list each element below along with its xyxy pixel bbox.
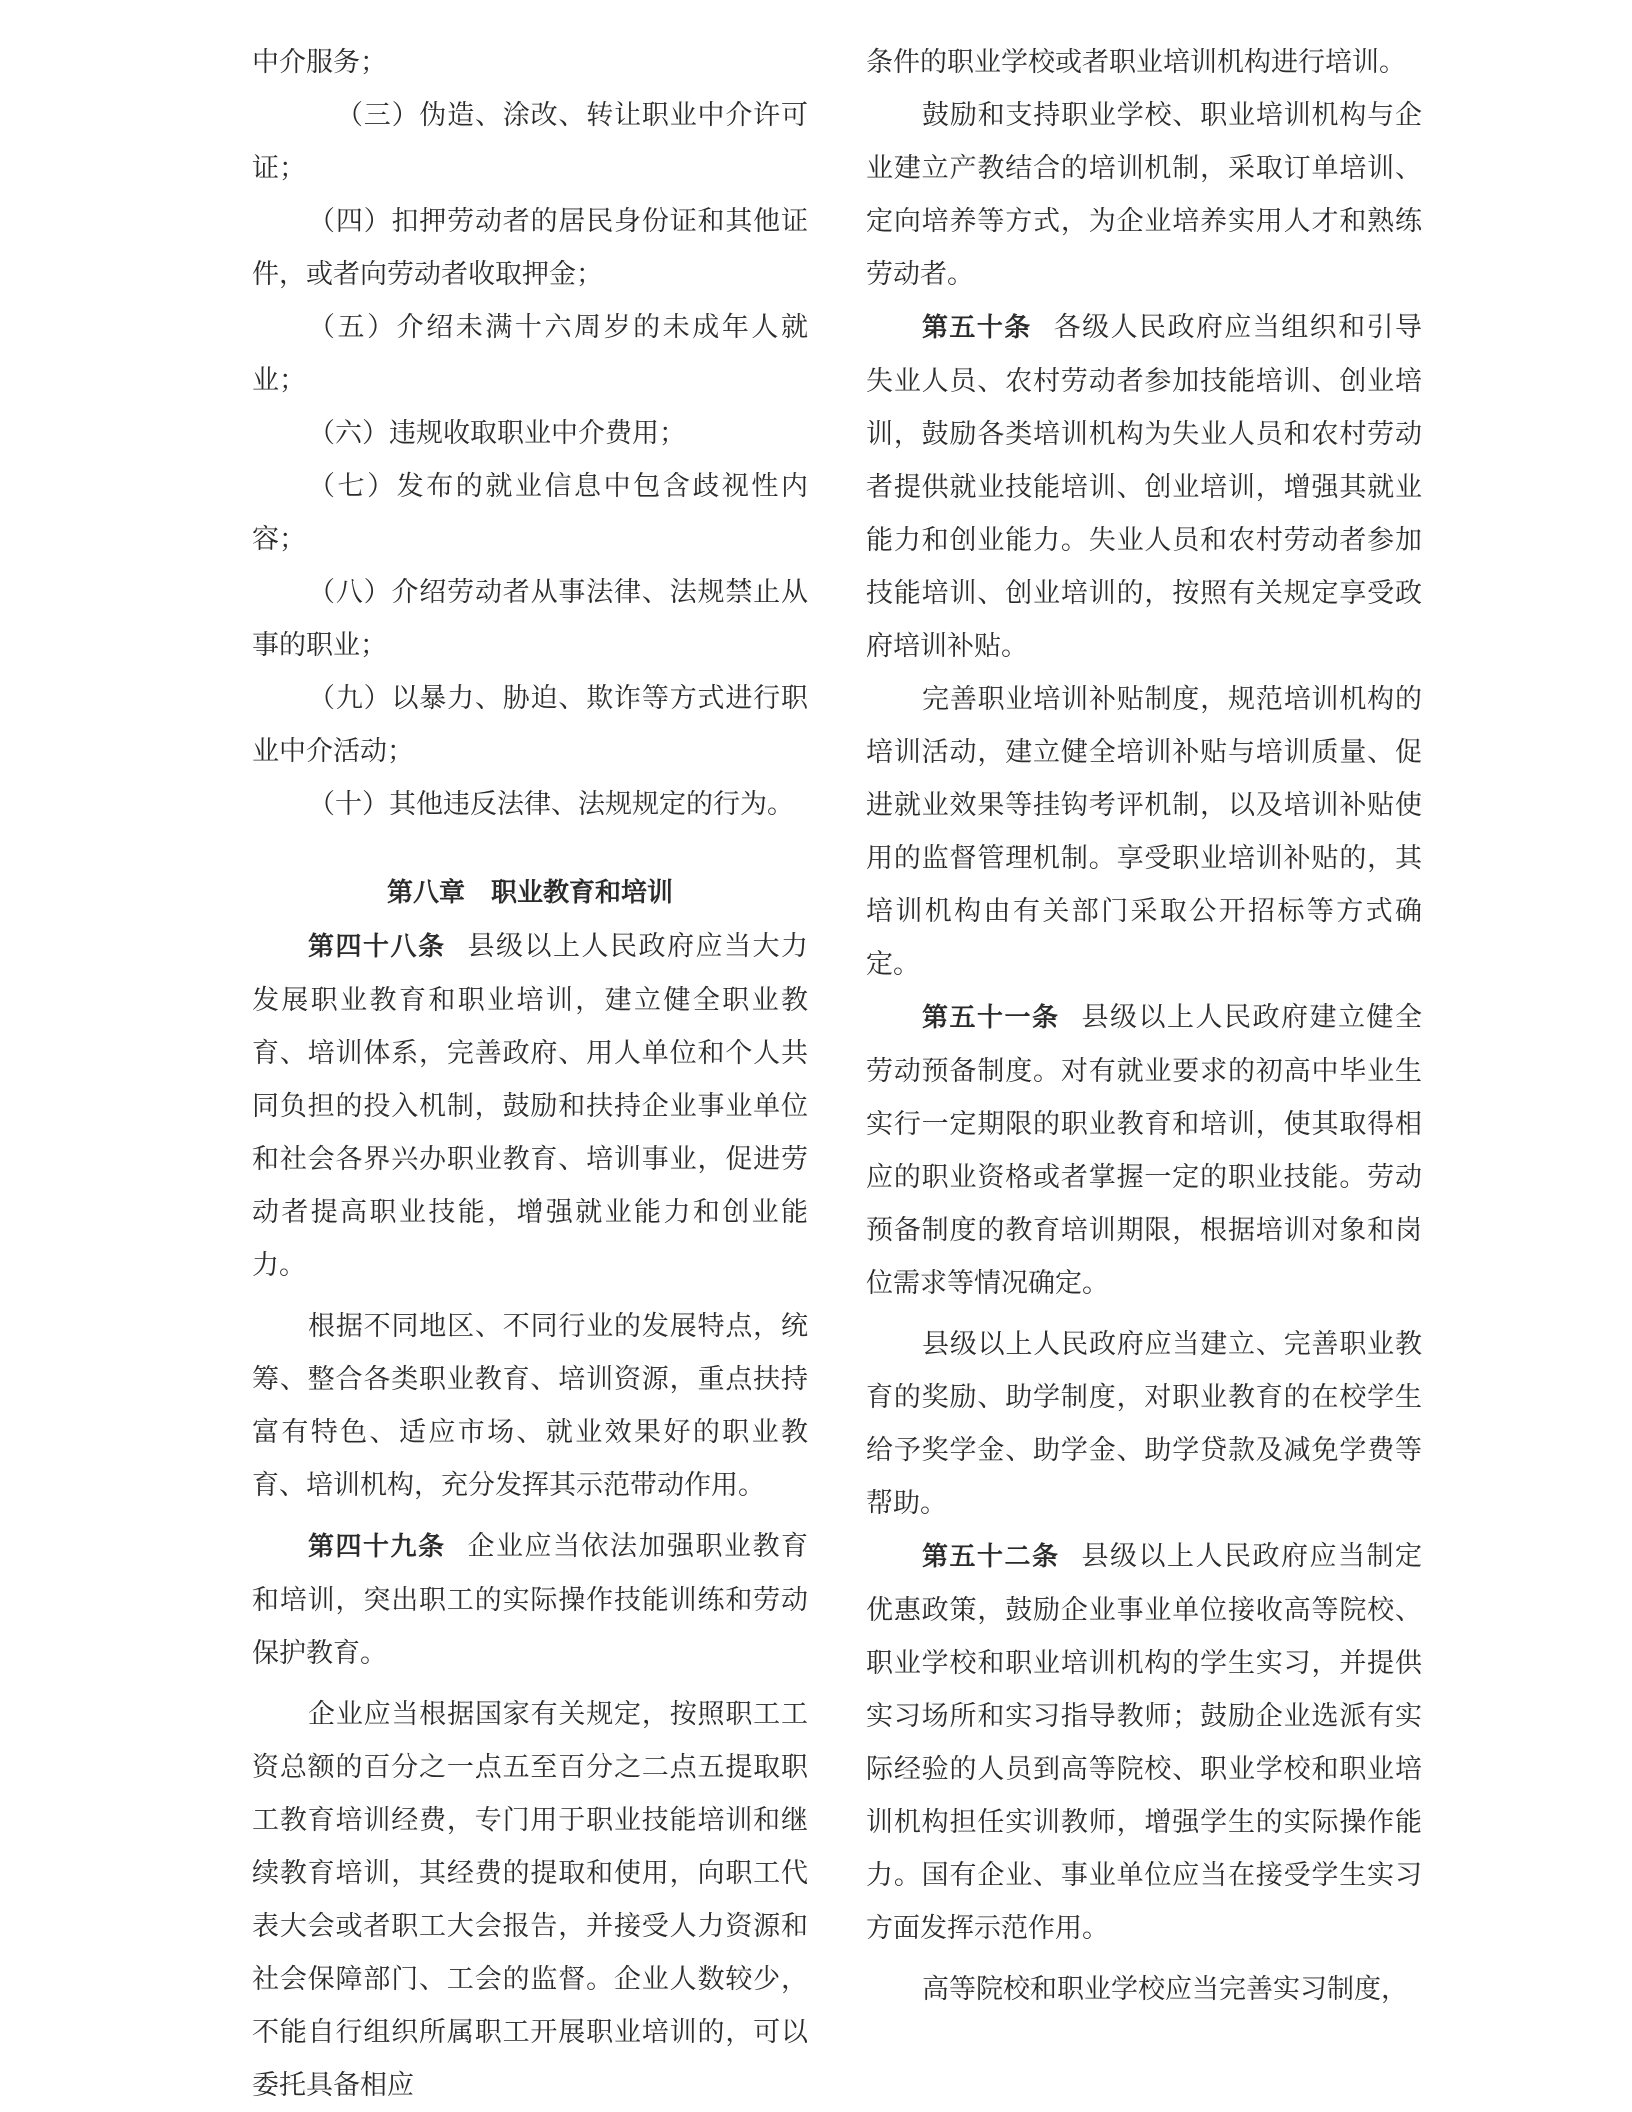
article-49	[252, 1520, 808, 1680]
article-label: 第四十九条	[308, 1532, 446, 1562]
article-text: 县级以上人民政府应当制定优惠政策，鼓励企业事业单位接收高等院校、职业学校和职业培训机构的学生实习，并提供实习场所和实习指导教师；鼓励企业选派有实际经验的人员到高等院校、职业学校和职业培训机构担任实训教师，增强学生的实际操作能力。国有企业、事业单位应当在接受学生实习方面发挥示范作用。	[866, 1541, 1422, 1944]
article-label: 第五十条	[922, 313, 1032, 343]
article-label: 第五十一条	[922, 1003, 1060, 1033]
paragraph: 条件的职业学校或者职业培训机构进行培训。	[866, 47, 1406, 78]
article-51	[866, 991, 1422, 1310]
list-item: （六）违规收取职业中介费用；	[308, 418, 686, 449]
article-52	[866, 1530, 1422, 1955]
article-50	[866, 301, 1422, 673]
article-text: 县级以上人民政府建立健全劳动预备制度。对有就业要求的初高中毕业生实行一定期限的职业教育和培训，使其取得相应的职业资格或者掌握一定的职业技能。劳动预备制度的教育培训期限，根据培训对象和岗位需求等情况确定。	[866, 1002, 1422, 1299]
article-48	[252, 920, 808, 1292]
article-text: 县级以上人民政府应当大力发展职业教育和职业培训，建立健全职业教育、培训体系，完善政府、用人单位和个人共同负担的投入机制，鼓励和扶持企业事业单位和社会各界兴办职业教育、培训事业，促进劳动者提高职业技能，增强就业能力和创业能力。	[252, 931, 808, 1281]
paragraph: 完善职业培训补贴制度，规范培训机构的培训活动，建立健全培训补贴与培训质量、促进就业效果等挂钩考评机制，以及培训补贴使用的监督管理机制。享受职业培训补贴的，其培训机构由有关部门采取公开招标等方式确定。	[866, 684, 1422, 980]
list-item: （十）其他违反法律、法规规定的行为。	[308, 789, 794, 820]
list-item: （三）伪造、涂改、转让职业中介许可证；	[252, 100, 808, 184]
article-label: 第四十八条	[308, 932, 446, 962]
paragraph: 高等院校和职业学校应当完善实习制度，	[922, 1974, 1408, 2005]
list-item: （四）扣押劳动者的居民身份证和其他证件，或者向劳动者收取押金；	[252, 206, 808, 290]
article-text: 企业应当依法加强职业教育和培训，突出职工的实际操作技能训练和劳动保护教育。	[252, 1531, 808, 1669]
paragraph: 县级以上人民政府应当建立、完善职业教育的奖励、助学制度，对职业教育的在校学生给予奖学金、助学金、助学贷款及减免学费等帮助。	[866, 1329, 1422, 1519]
paragraph: 中介服务；	[252, 47, 387, 78]
chapter-heading: 第八章 职业教育和培训	[386, 878, 673, 908]
list-item: （九）以暴力、胁迫、欺诈等方式进行职业中介活动；	[252, 683, 808, 767]
paragraph: 鼓励和支持职业学校、职业培训机构与企业建立产教结合的培训机制，采取订单培训、定向培养等方式，为企业培养实用人才和熟练劳动者。	[866, 100, 1422, 290]
article-label: 第五十二条	[922, 1542, 1060, 1572]
list-item: （五）介绍未满十六周岁的未成年人就业；	[252, 312, 808, 396]
right-column	[866, 36, 1422, 2016]
left-column	[252, 36, 808, 2112]
paragraph: 企业应当根据国家有关规定，按照职工工资总额的百分之一点五至百分之二点五提取职工教育培训经费，专门用于职业技能培训和继续教育培训，其经费的提取和使用，向职工代表大会或者职工大会报告，并接受人力资源和社会保障部门、工会的监督。企业人数较少，不能自行组织所属职工开展职业培训的，可以委托具备相应	[252, 1699, 808, 2101]
list-item: （七）发布的就业信息中包含歧视性内容；	[252, 471, 808, 555]
list-item: （八）介绍劳动者从事法律、法规禁止从事的职业；	[252, 577, 808, 661]
paragraph: 根据不同地区、不同行业的发展特点，统筹、整合各类职业教育、培训资源，重点扶持富有特色、适应市场、就业效果好的职业教育、培训机构，充分发挥其示范带动作用。	[252, 1311, 808, 1501]
article-text: 各级人民政府应当组织和引导失业人员、农村劳动者参加技能培训、创业培训，鼓励各类培训机构为失业人员和农村劳动者提供就业技能培训、创业培训，增强其就业能力和创业能力。失业人员和农村劳动者参加技能培训、创业培训的，按照有关规定享受政府培训补贴。	[866, 312, 1422, 662]
